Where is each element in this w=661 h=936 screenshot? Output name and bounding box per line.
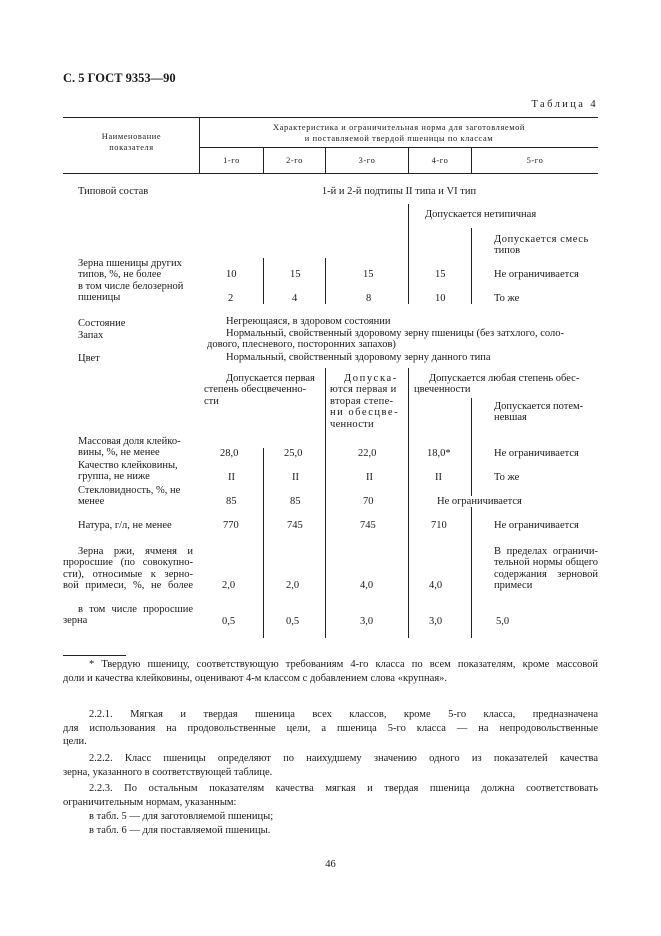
value-cell: 745 [287,520,303,531]
column-rule [325,258,326,304]
row-label-sprouted: в том числе проросшие зерна [63,604,193,627]
note-darkened: Допускается потем- невшая [494,401,584,424]
value-cell: 25,0 [284,448,303,459]
value-cell: 3,0 [429,616,443,627]
row-label-test-weight: Натура, г/л, не менее [78,520,172,531]
row-label-smell: Запах [78,330,104,341]
value-cell: 2,0 [222,580,236,591]
row-label-color: Цвет [78,353,100,364]
value-cell: 15 [435,269,446,280]
value-cell: То же [494,293,520,304]
color-value: Нормальный, свойственный здоровому зерну данного типа [226,352,491,363]
value-cell: II [228,472,235,483]
value-cell: 3,0 [360,616,374,627]
value-cell: То же [494,472,520,483]
paragraph-2-2-1: 2.2.1. Мягкая и твердая пшеница всех классов, кроме 5-го класса, предназначена для использования на продовольственные цели, а пшеница 5-го класса — на непродовольственные цели. [63,709,598,748]
value-cell: 4 [292,293,298,304]
column-rule [263,258,264,304]
class-header: 1-го [223,156,240,165]
value-cell: Не ограничивается [494,448,579,459]
value-cell: Не ограничивается [494,269,579,280]
row-label-typovoy: Типовой состав [78,186,149,197]
value-cell: 70 [363,496,374,507]
class-header: 4-го [431,156,449,165]
smell-value: Нормальный, свойственный здоровому зерну пшеницы (без затхлого, соло- дового, плесневого, посторонних запахов) [207,328,564,351]
column-header-name: Наименование показателя [101,132,162,152]
value-cell: Не ограничивается [494,520,579,531]
table-top-rule [63,117,598,118]
value-cell: 15 [363,269,374,280]
class-header: 3-го [358,156,376,165]
column-rule [471,228,472,304]
page-number: 46 [325,859,336,870]
list-item: в табл. 5 — для заготовляемой пшеницы; [89,811,274,822]
value-cell: II [366,472,373,483]
note-discoloration-1-2: Допускается первая степень обесцвеченно- сти [204,373,315,407]
value-cell: 745 [360,520,376,531]
value-cell: II [292,472,299,483]
value-cell: 710 [431,520,447,531]
value-cell: 4,0 [360,580,374,591]
value-cell: 85 [226,496,237,507]
page-header: С. 5 ГОСТ 9353—90 [63,71,176,85]
value-cell: 28,0 [220,448,239,459]
note-nontypical: Допускается нетипичная [425,209,537,220]
paragraph-list [89,810,273,837]
note-within-limit: В пределах ограничи- тельной нормы общего содержания зерновой примеси [494,546,598,592]
column-rule [263,448,264,638]
row-label-vitreousness: Стекловидность, %, не менее [78,485,181,508]
value-cell: 10 [226,269,237,280]
value-cell: 5,0 [496,616,510,627]
value-cell: 10 [435,293,446,304]
value-cell: 15 [290,269,301,280]
note-discoloration-3: Допуска- ются первая и вторая степе- ни обесцве- ченности [330,373,400,430]
column-header-characteristic: Характеристика и ограничительная норма для заготовляемой и поставляемой твердой пшеницы по классам [273,123,525,143]
column-rule [325,368,326,638]
class-header: 2-го [286,156,303,165]
note-mixture: Допускается смесь типов [494,234,589,257]
row-label-gluten-quality: Качество клейковины, группа, не ниже [78,460,178,483]
value-cell: 85 [290,496,301,507]
value-cell: II [435,472,442,483]
paragraph-2-2-2: 2.2.2. Класс пшеницы определяют по наихудшему значению одного из показателей качества зерна, указанного в соответствующей таблице. [63,753,598,778]
footnote: * Твердую пшеницу, соответствующую требованиям 4-го класса по всем показателям, кроме массовой доли и качества клейковины, оценивают 4-м классом с добавлением слова «крупная». [63,659,598,684]
value-cell: 0,5 [222,616,236,627]
row-label-other-types: Зерна пшеницы других типов, %, не более [78,258,182,281]
value-cell-merged: Не ограничивается [437,496,522,507]
column-rule [408,368,409,638]
value-cell: 18,0* [427,448,451,459]
footnote-rule [63,655,126,656]
value-cell: 4,0 [429,580,443,591]
header-mid-rule [200,147,598,148]
row-label-condition: Состояние [78,318,126,329]
value-cell: 2,0 [286,580,300,591]
table-label: Таблица 4 [531,99,598,110]
value-cell: 770 [223,520,239,531]
row-label-gluten-mass: Массовая доля клейко- вины, %, не менее [78,436,181,459]
paragraph-2-2-3: 2.2.3. По остальным показателям качества мягкая и твердая пшеница должна соответствовать ограничительным нормам, указанным: [63,783,598,808]
column-rule [408,204,409,304]
value-cell: 8 [366,293,372,304]
row-label-white-grain: в том числе белозерной пшеницы [78,281,184,304]
condition-value: Негреющаяся, в здоровом состоянии [226,316,391,327]
value-cell: 22,0 [358,448,377,459]
typovoy-value: 1-й и 2-й подтипы II типа и VI тип [321,186,477,197]
header-bottom-rule [63,173,598,174]
class-header: 5-го [526,156,544,165]
note-discoloration-4-5: Допускается любая степень обес- цвеченности [414,373,580,396]
column-rule [471,398,472,638]
value-cell: 2 [228,293,234,304]
list-item: в табл. 6 — для поставляемой пшеницы. [89,824,271,836]
row-label-rye-barley: Зерна ржи, ячменя и проросшие (по совокупно- сти), относимые к зерно- вой примеси, %, не более [63,546,193,592]
value-cell: 0,5 [286,616,300,627]
